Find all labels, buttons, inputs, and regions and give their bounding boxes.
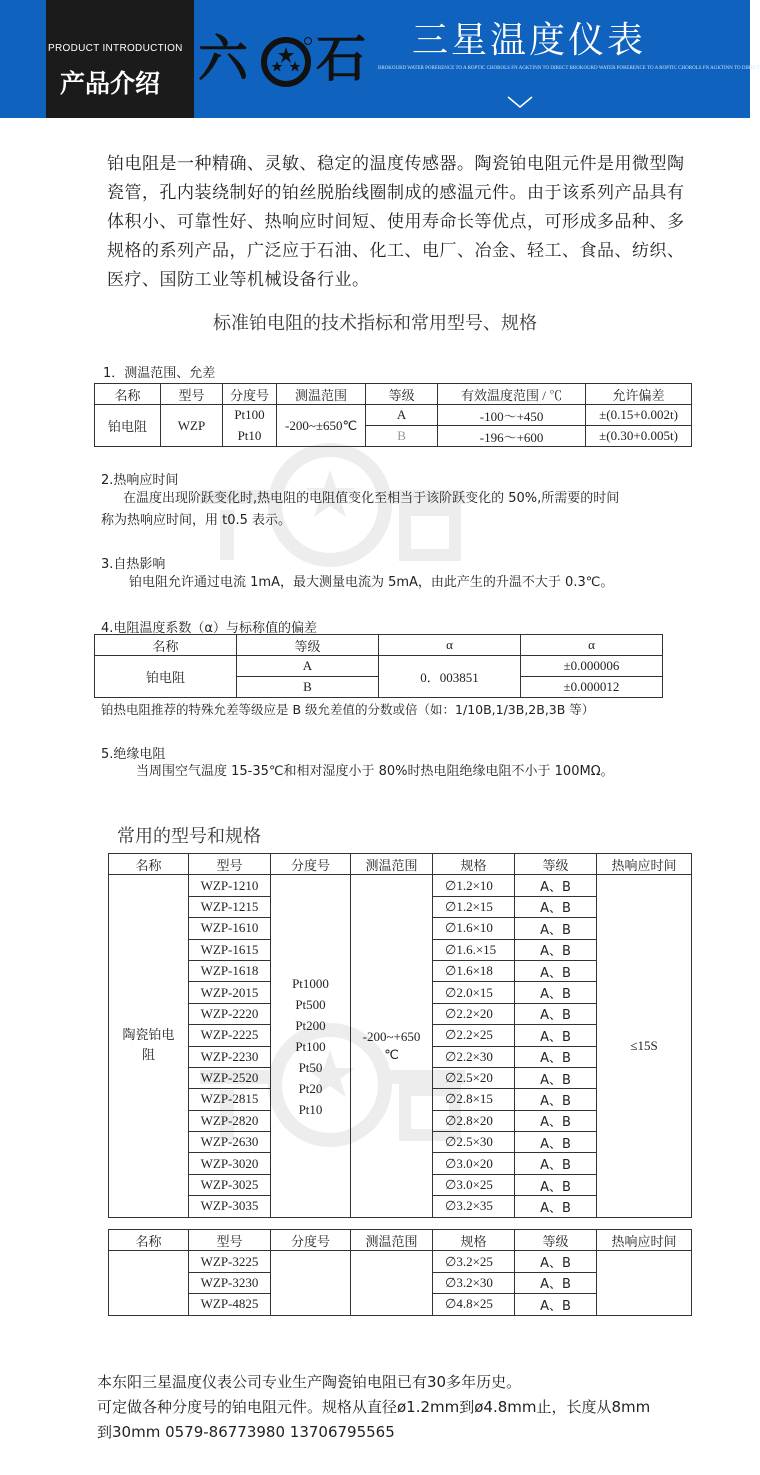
three-star-emblem-icon <box>260 36 312 88</box>
model-cell: WZP-3025 <box>189 1174 271 1195</box>
spec-cell: ∅2.8×20 <box>433 1110 515 1131</box>
model-cell: WZP-3020 <box>189 1153 271 1174</box>
grade-cell: A、B <box>515 1272 597 1293</box>
grade-cell: A、B <box>515 875 597 896</box>
model-cell: WZP-2520 <box>189 1067 271 1088</box>
spec-cell: ∅2.8×15 <box>433 1089 515 1110</box>
table-header: 分度号 <box>271 854 351 875</box>
spec-cell: ∅3.2×30 <box>433 1272 515 1293</box>
footer-line: 可定做各种分度号的铂电阻元件。规格从直径ø1.2mm到ø4.8mm止，长度从8mm <box>97 1398 651 1416</box>
model-cell: WZP-4825 <box>189 1294 271 1315</box>
spec-cell: ∅3.0×20 <box>433 1153 515 1174</box>
grade-cell: A <box>366 405 438 426</box>
name-cell <box>109 1251 189 1315</box>
badge-english: PRODUCT INTRODUCTION <box>48 43 183 54</box>
graduation-cell <box>271 1251 351 1315</box>
model-cell: WZP-2820 <box>189 1110 271 1131</box>
table-header: 型号 <box>189 1230 271 1251</box>
footer-line: 本东阳三星温度仪表公司专业生产陶瓷铂电阻已有30多年历史。 <box>97 1373 522 1391</box>
sec1-title: 1．测温范围、允差 <box>103 366 216 381</box>
name-cell: 陶瓷铂电阻 <box>109 875 189 1217</box>
sec4-title: 4.电阻温度系数（α）与标称值的偏差 <box>101 621 317 636</box>
sec3-text: 铂电阻允许通过电流 1mA，最大测量电流为 5mA，由此产生的升温不大于 0.3℃。 <box>129 575 614 590</box>
table-header: 分度号 <box>223 384 277 405</box>
grade-cell: A、B <box>515 939 597 960</box>
name-cell: 铂电阻 <box>95 405 161 447</box>
deviation-cell: ±0.000006 <box>521 656 663 677</box>
model-cell: WZP-2220 <box>189 1003 271 1024</box>
table-header: 名称 <box>95 384 161 405</box>
model-cell: WZP-1210 <box>189 875 271 896</box>
spec-cell: ∅1.6×10 <box>433 918 515 939</box>
table-header: 有效温度范围 / ℃ <box>438 384 586 405</box>
models-table-extra <box>108 1229 692 1316</box>
model-cell: WZP-3225 <box>189 1251 271 1272</box>
spec-cell: ∅2.2×30 <box>433 1046 515 1067</box>
spec-cell: ∅4.8×25 <box>433 1294 515 1315</box>
grade-cell: A、B <box>515 1025 597 1046</box>
tolerance-table <box>94 383 692 447</box>
grade-cell: A、B <box>515 1046 597 1067</box>
grade-cell: A、B <box>515 918 597 939</box>
table-header: 测温范围 <box>277 384 366 405</box>
table-header: 等级 <box>366 384 438 405</box>
spec-cell: ∅2.5×30 <box>433 1132 515 1153</box>
table-row <box>109 1251 692 1272</box>
table-header: 等级 <box>237 635 379 656</box>
spec-cell: ∅2.2×20 <box>433 1003 515 1024</box>
page-title: 三星温度仪表 <box>412 20 647 61</box>
spec-cell: ∅1.2×10 <box>433 875 515 896</box>
model-cell: WZP-2015 <box>189 982 271 1003</box>
response-time-cell <box>597 1251 692 1315</box>
grade-cell: A、B <box>515 960 597 981</box>
sec4-note: 铂热电阻推荐的特殊允差等级应是 B 级允差值的分数或倍（如：1/10B,1/3B,2B,3B 等） <box>101 702 595 717</box>
table-header: 测温范围 <box>351 1230 433 1251</box>
model-cell: WZP-1215 <box>189 896 271 917</box>
spec-cell: ∅1.2×15 <box>433 896 515 917</box>
section-subtitle: 标准铂电阻的技术指标和常用型号、规格 <box>213 313 537 334</box>
spec-cell: ∅2.0×15 <box>433 982 515 1003</box>
model-cell: WZP-2225 <box>189 1025 271 1046</box>
table-header: 等级 <box>515 854 597 875</box>
spec-cell: ∅2.2×25 <box>433 1025 515 1046</box>
table-header: α <box>379 635 521 656</box>
graduation-cell: Pt10 <box>223 426 277 447</box>
model-cell: WZP-1618 <box>189 960 271 981</box>
logo-char-left: 六 <box>198 29 248 88</box>
sec2-title: 2.热响应时间 <box>101 473 179 488</box>
sec5-text: 当周围空气温度 15-35℃和相对湿度小于 80%时热电阻绝缘电阻不小于 100MΩ。 <box>136 764 614 779</box>
table-header-row <box>95 635 663 656</box>
intro-paragraph: 铂电阻是一种精确、灵敏、稳定的温度传感器。陶瓷铂电阻元件是用微型陶瓷管，孔内装绕制好的铂丝脱胎线圈制成的感温元件。由于该系列产品具有体积小、可靠性好、热响应时间短、使用寿命长等优点，可形成多品种、多规格的系列产品，广泛应于石油、化工、电厂、冶金、轻工、食品、纺织、医疗、国防工业等机械设备行业。 <box>107 154 685 290</box>
sec2-text-line2: 称为热响应时间，用 t0.5 表示。 <box>101 513 292 528</box>
spec-cell: ∅2.5×20 <box>433 1067 515 1088</box>
grade-cell: A、B <box>515 982 597 1003</box>
table-header: 热响应时间 <box>597 1230 692 1251</box>
models-table <box>108 853 692 1218</box>
model-cell: WZP <box>161 405 223 447</box>
grade-cell: B <box>237 677 379 698</box>
range-cell <box>351 1251 433 1315</box>
table-header: α <box>521 635 663 656</box>
sec2-text-line1: 在温度出现阶跃变化时,热电阻的电阻值变化至相当于该阶跃变化的 50%,所需要的时间 <box>123 491 620 506</box>
model-cell: WZP-2815 <box>189 1089 271 1110</box>
badge-chinese: 产品介绍 <box>60 69 161 98</box>
grade-cell: A、B <box>515 1251 597 1272</box>
table-header: 型号 <box>189 854 271 875</box>
grade-cell: A、B <box>515 1067 597 1088</box>
table-row <box>109 875 692 896</box>
grade-cell: A、B <box>515 1153 597 1174</box>
sec5-title: 5.绝缘电阻 <box>101 747 166 762</box>
grade-cell: A、B <box>515 1003 597 1024</box>
grade-cell: A <box>237 656 379 677</box>
table-header: 允许偏差 <box>586 384 692 405</box>
response-time-cell: ≤15S <box>597 875 692 1217</box>
grade-cell: A、B <box>515 1196 597 1217</box>
name-cell: 铂电阻 <box>95 656 237 698</box>
table-header: 规格 <box>433 854 515 875</box>
range-cell: -200~±650℃ <box>277 405 366 447</box>
model-cell: WZP-1610 <box>189 918 271 939</box>
chevron-down-icon <box>506 94 534 110</box>
spec-cell: ∅3.2×35 <box>433 1196 515 1217</box>
spec-cell: ∅3.2×25 <box>433 1251 515 1272</box>
grade-cell: A、B <box>515 896 597 917</box>
table-header: 测温范围 <box>351 854 433 875</box>
table-header: 分度号 <box>271 1230 351 1251</box>
table-header: 型号 <box>161 384 223 405</box>
footer-line: 到30mm 0579-86773980 13706795565 <box>97 1423 395 1441</box>
alpha-value-cell: 0．003851 <box>379 656 521 698</box>
table-header-row <box>109 1230 692 1251</box>
header-banner <box>0 0 760 118</box>
table-header: 名称 <box>95 635 237 656</box>
table-header: 规格 <box>433 1230 515 1251</box>
common-models-title: 常用的型号和规格 <box>117 826 261 847</box>
logo-char-right: 石 <box>316 29 366 88</box>
grade-cell: A、B <box>515 1174 597 1195</box>
spec-cell: ∅1.6×18 <box>433 960 515 981</box>
table-row <box>95 405 692 426</box>
sec3-title: 3.自热影响 <box>101 557 166 572</box>
effective-range-cell: -196～+600 <box>438 426 586 447</box>
model-cell: WZP-1615 <box>189 939 271 960</box>
table-header: 热响应时间 <box>597 854 692 875</box>
tolerance-cell: ±(0.15+0.002t) <box>586 405 692 426</box>
graduation-cell: Pt100 <box>223 405 277 426</box>
tolerance-cell: ±(0.30+0.005t) <box>586 426 692 447</box>
deviation-cell: ±0.000012 <box>521 677 663 698</box>
effective-range-cell: -100～+450 <box>438 405 586 426</box>
alpha-table <box>94 634 663 698</box>
grade-cell: A、B <box>515 1132 597 1153</box>
spec-cell: ∅3.0×25 <box>433 1174 515 1195</box>
table-header: 名称 <box>109 854 189 875</box>
model-cell: WZP-3035 <box>189 1196 271 1217</box>
brand-logo <box>198 28 383 92</box>
spec-cell: ∅1.6.×15 <box>433 939 515 960</box>
range-cell: -200~+650 ℃ <box>351 875 433 1217</box>
header-fine-print: BROKOURD WATER PORERENCE TO A ROPTIC CHOROLS FN AGKTINN TO DIRECT BROKOURD WATER PORERENCE TO A ROPTIC CHOROLS FN AGKTINN TO DIRECT <box>378 66 760 71</box>
table-header-row <box>109 854 692 875</box>
grade-cell: A、B <box>515 1089 597 1110</box>
footer-text <box>97 1370 650 1445</box>
product-intro-badge <box>46 0 194 118</box>
table-row <box>95 656 663 677</box>
table-header: 名称 <box>109 1230 189 1251</box>
grade-cell: A、B <box>515 1110 597 1131</box>
model-cell: WZP-3230 <box>189 1272 271 1293</box>
table-header: 等级 <box>515 1230 597 1251</box>
table-header-row <box>95 384 692 405</box>
grade-cell: A、B <box>515 1294 597 1315</box>
model-cell: WZP-2630 <box>189 1132 271 1153</box>
graduation-cell: Pt1000 Pt500 Pt200 Pt100 Pt50 Pt20 Pt10 <box>271 875 351 1217</box>
model-cell: WZP-2230 <box>189 1046 271 1067</box>
grade-cell: B <box>366 426 438 447</box>
